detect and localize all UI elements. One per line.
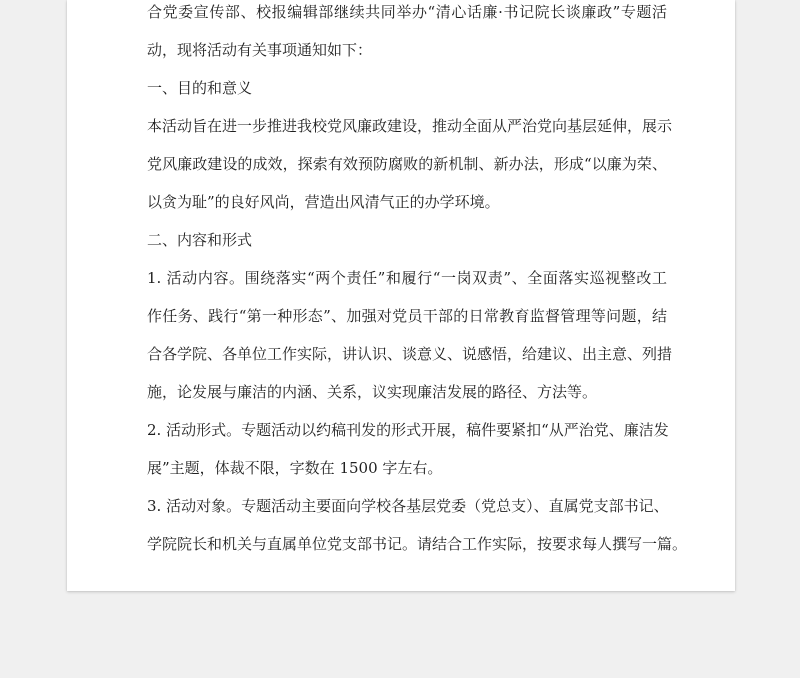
paragraph-line: 合各学院、各单位工作实际，讲认识、谈意义、说感悟，给建议、出主意、列措 (147, 345, 673, 363)
paragraph-line: 本活动旨在进一步推进我校党风廉政建设，推动全面从严治党向基层延伸，展示 (147, 117, 673, 135)
paragraph-line: 2. 活动形式。专题活动以约稿刊发的形式开展，稿件要紧扣“从严治党、廉洁发 (147, 421, 669, 439)
paragraph-line: 3. 活动对象。专题活动主要面向学校各基层党委（党总支）、直属党支部书记、 (147, 497, 669, 515)
paragraph-line: 施，论发展与廉洁的内涵、关系，议实现廉洁发展的路径、方法等。 (147, 383, 598, 401)
section-heading: 一、目的和意义 (147, 79, 253, 97)
paragraph-line: 以贪为耻”的良好风尚，营造出风清气正的办学环境。 (147, 193, 500, 211)
document-page (67, 0, 735, 591)
section-heading: 二、内容和形式 (147, 231, 253, 249)
paragraph-line: 党风廉政建设的成效，探索有效预防腐败的新机制、新办法，形成“以廉为荣、 (147, 155, 667, 173)
paragraph-line: 1. 活动内容。围绕落实“两个责任”和履行“一岗双责”、全面落实巡视整改工 (147, 269, 667, 287)
paragraph-line: 学院院长和机关与直属单位党支部书记。请结合工作实际，按要求每人撰写一篇。 (147, 535, 688, 553)
paragraph-line: 合党委宣传部、校报编辑部继续共同举办“清心话廉·书记院长谈廉政”专题活 (147, 3, 667, 21)
paragraph-line: 展”主题，体裁不限，字数在 1500 字左右。 (147, 459, 443, 477)
paragraph-line: 动，现将活动有关事项通知如下： (147, 41, 373, 59)
paragraph-line: 作任务、践行“第一种形态”、加强对党员干部的日常教育监督管理等问题，结 (147, 307, 667, 325)
